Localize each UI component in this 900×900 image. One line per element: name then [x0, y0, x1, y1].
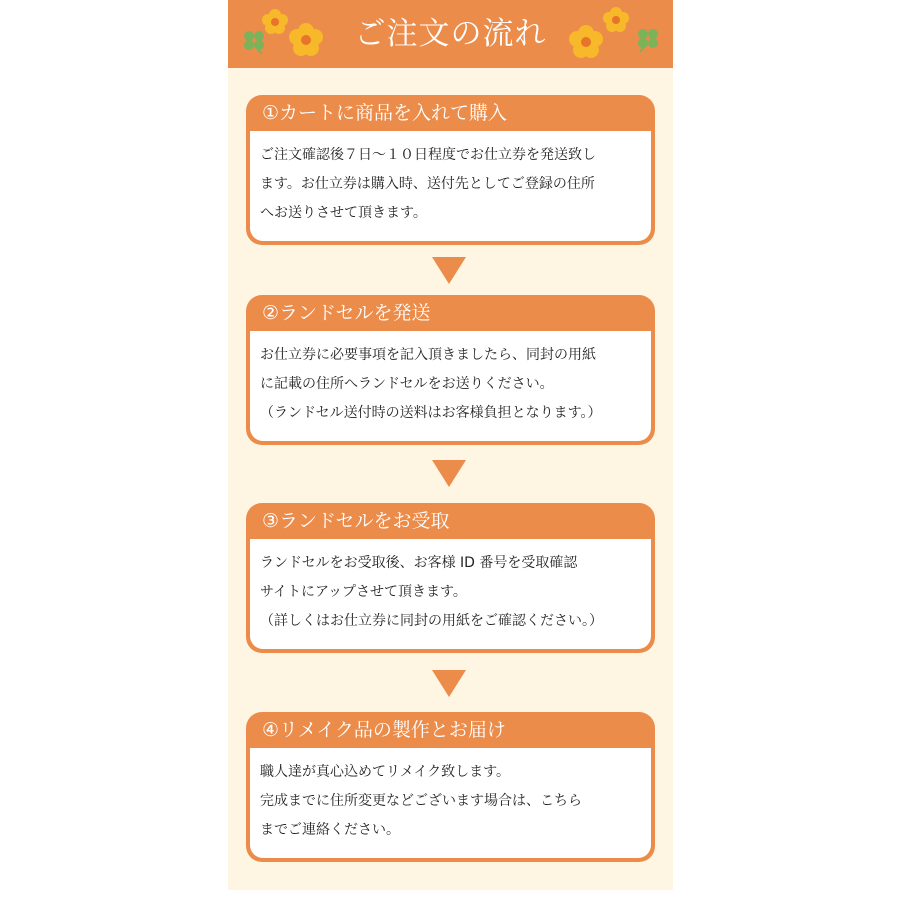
step-title: ③ランドセルをお受取 — [262, 510, 450, 532]
step-line: に記載の住所へランドセルをお送りください。 — [260, 376, 554, 392]
step-description — [260, 758, 655, 845]
step-title: ②ランドセルを発送 — [262, 302, 431, 324]
step-line: お仕立券に必要事項を記入頂きましたら、同封の用紙 — [260, 347, 596, 363]
step-title: ④リメイク品の製作とお届け — [262, 719, 506, 741]
order-flow-panel — [228, 0, 673, 890]
page-title: ご注文の流れ — [354, 16, 547, 52]
down-arrow-icon — [432, 670, 466, 697]
step-description — [260, 549, 655, 636]
header-banner — [228, 0, 673, 68]
step-line: 職人達が真心込めてリメイク致します。 — [260, 764, 511, 780]
step-card-4 — [246, 712, 655, 862]
step-line: へお送りさせて頂きます。 — [260, 205, 427, 221]
step-body — [250, 331, 651, 441]
step-body — [250, 748, 651, 858]
step-title: ①カートに商品を入れて購入 — [262, 102, 508, 124]
step-line: サイトにアップさせて頂きます。 — [260, 584, 467, 600]
step-line: （詳しくはお仕立券に同封の用紙をご確認ください。） — [260, 613, 603, 629]
step-description — [260, 141, 655, 228]
step-line: 完成までに住所変更などございます場合は、こちら — [260, 793, 582, 809]
step-body — [250, 539, 651, 649]
step-line: までご連絡ください。 — [260, 822, 400, 838]
down-arrow-icon — [432, 460, 466, 487]
step-line: ます。お仕立券は購入時、送付先としてご登録の住所 — [260, 176, 595, 192]
step-line: ランドセルをお受取後、お客様 ID 番号を受取確認 — [260, 555, 578, 571]
step-card-2 — [246, 295, 655, 445]
step-line: ご注文確認後７日〜１０日程度でお仕立券を発送致し — [260, 147, 596, 163]
step-card-1 — [246, 95, 655, 245]
step-line: （ランドセル送付時の送料はお客様負担となります。） — [260, 405, 602, 421]
step-body — [250, 131, 651, 241]
down-arrow-icon — [432, 257, 466, 284]
step-card-3 — [246, 503, 655, 653]
step-description — [260, 341, 655, 428]
